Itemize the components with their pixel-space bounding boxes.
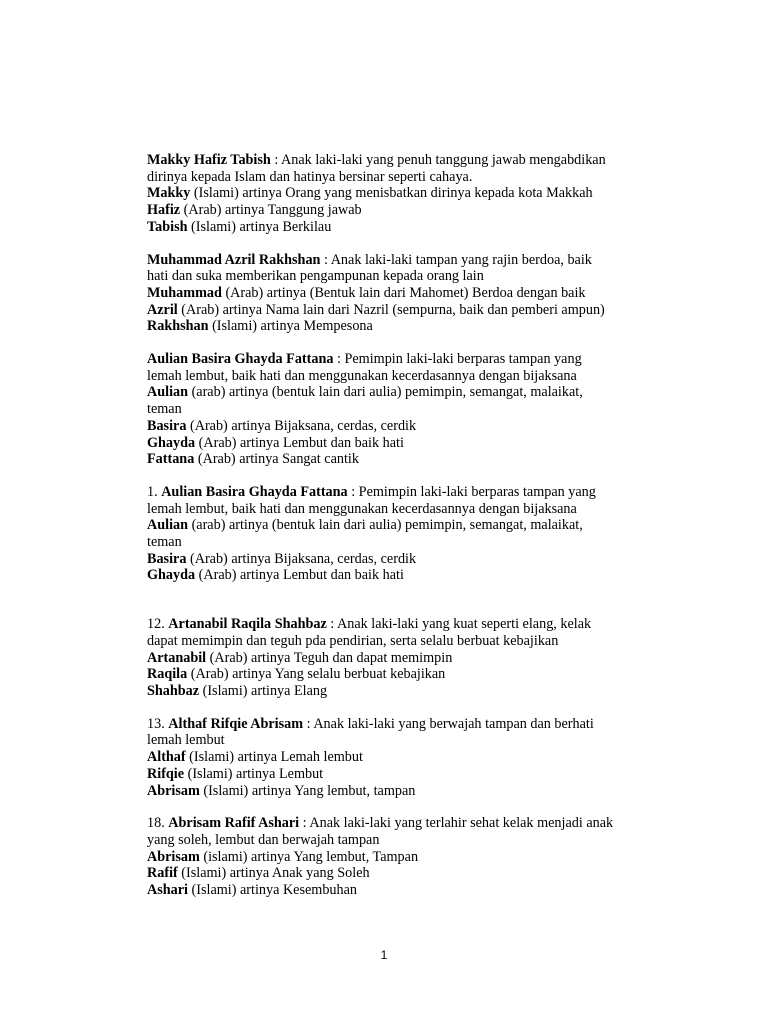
entry-description: : Pemimpin laki-laki berparas tampan yang — [333, 351, 582, 368]
meaning-line — [147, 384, 667, 401]
meaning-text: (Arab) artinya (Bentuk lain dari Mahomet) Berdoa dengan baik — [221, 284, 586, 301]
entry-heading — [147, 252, 667, 269]
meaning-word: Fattana — [147, 451, 195, 468]
meaning-line — [147, 882, 667, 899]
meaning-line-cont: teman — [147, 534, 182, 551]
meaning-text: (Arab) artinya Lembut dan baik hati — [195, 434, 404, 451]
entry-name: Aulian Basira Ghayda Fattana — [161, 483, 348, 500]
meaning-line — [147, 865, 667, 882]
meaning-word: Ashari — [147, 882, 188, 899]
entry-description: : Anak laki-laki yang kuat seperti elang, kelak — [326, 616, 592, 633]
meaning-line — [147, 185, 667, 202]
page-number: 1 — [380, 948, 388, 962]
meaning-text: (Islami) artinya Elang — [199, 682, 328, 699]
name-entry — [147, 351, 667, 468]
entry-name: Aulian Basira Ghayda Fattana — [147, 351, 334, 368]
meaning-word: Abrisam — [147, 782, 200, 799]
meaning-word: Ghayda — [147, 434, 196, 451]
entry-description: : Pemimpin laki-laki berparas tampan yang — [347, 483, 596, 500]
entry-description: : Anak laki-laki yang penuh tanggung jawab mengabdikan — [270, 152, 606, 168]
meaning-text: (Arab) artinya Teguh dan dapat memimpin — [206, 649, 453, 666]
meaning-word: Rakhshan — [147, 318, 209, 335]
meaning-word: Tabish — [147, 218, 188, 235]
meaning-text: (islami) artinya Yang lembut, Tampan — [199, 848, 419, 865]
meaning-text: (Islami) artinya Anak yang Soleh — [177, 865, 370, 882]
entry-number: 12. — [147, 616, 169, 633]
name-entry — [147, 252, 667, 336]
entry-number: 18. — [147, 815, 169, 832]
meaning-word: Abrisam — [147, 848, 200, 865]
meaning-line — [147, 551, 667, 568]
document-body — [147, 152, 667, 899]
entry-heading — [147, 152, 667, 169]
entry-description: : Anak laki-laki tampan yang rajin berdoa, baik — [320, 251, 592, 268]
entry-name: Artanabil Raqila Shahbaz — [168, 616, 327, 633]
meaning-word: Artanabil — [147, 649, 207, 666]
meaning-word: Rafif — [147, 865, 178, 882]
meaning-line — [147, 435, 667, 452]
meaning-text: (Islami) artinya Kesembuhan — [188, 882, 358, 899]
meaning-line — [147, 749, 667, 766]
entry-description-cont: lemah lembut, baik hati dan menggunakan kecerdasannya dengan bijaksana — [147, 500, 577, 517]
name-entry — [147, 616, 667, 700]
entry-description: : Anak laki-laki yang terlahir sehat kelak menjadi anak — [299, 815, 614, 832]
entry-name: Abrisam Rafif Ashari — [168, 815, 300, 832]
meaning-line — [147, 783, 667, 800]
entry-heading — [147, 815, 667, 832]
entry-heading — [147, 351, 667, 368]
entry-name: Althaf Rifqie Abrisam — [168, 715, 304, 732]
meaning-text: (Islami) artinya Orang yang menisbatkan dirinya kepada kota Makkah — [190, 185, 593, 202]
meaning-line — [147, 318, 667, 335]
meaning-word: Makky — [147, 185, 191, 202]
meaning-word: Aulian — [147, 384, 189, 401]
meaning-line — [147, 517, 667, 534]
entry-description-cont: lemah lembut, baik hati dan menggunakan kecerdasannya dengan bijaksana — [147, 367, 577, 384]
meaning-line — [147, 302, 667, 319]
meaning-line — [147, 451, 667, 468]
entry-number: 13. — [147, 715, 169, 732]
meaning-line — [147, 766, 667, 783]
entry-description-cont: dirinya kepada Islam dan hatinya bersinar seperti cahaya. — [147, 168, 473, 185]
entry-description: : Anak laki-laki yang berwajah tampan dan berhati — [303, 715, 594, 732]
meaning-line-cont: teman — [147, 401, 182, 418]
meaning-text: (Islami) artinya Lemah lembut — [185, 749, 363, 766]
name-entry — [147, 815, 667, 899]
meaning-line — [147, 202, 667, 219]
meaning-text: (Arab) artinya Bijaksana, cerdas, cerdik — [186, 550, 417, 567]
meaning-text: (Arab) artinya Bijaksana, cerdas, cerdik — [186, 417, 417, 434]
meaning-word: Muhammad — [147, 284, 222, 301]
meaning-word: Althaf — [147, 749, 186, 766]
entry-heading — [147, 716, 667, 733]
entry-name: Muhammad Azril Rakhshan — [147, 251, 321, 268]
meaning-text: (arab) artinya (bentuk lain dari aulia) pemimpin, semangat, malaikat, — [188, 384, 583, 401]
entry-description-cont: yang soleh, lembut dan berwajah tampan — [147, 831, 380, 848]
name-entry — [147, 484, 667, 584]
name-entry — [147, 716, 667, 800]
meaning-text: (Arab) artinya Tanggung jawab — [180, 202, 362, 219]
meaning-text: (Arab) artinya Nama lain dari Nazril (sempurna, baik dan pemberi ampun) — [177, 301, 605, 318]
meaning-text: (arab) artinya (bentuk lain dari aulia) pemimpin, semangat, malaikat, — [188, 517, 583, 534]
meaning-text: (Arab) artinya Lembut dan baik hati — [195, 567, 404, 584]
meaning-word: Raqila — [147, 666, 188, 683]
entry-description-cont: lemah lembut — [147, 732, 225, 749]
meaning-line — [147, 219, 667, 236]
meaning-word: Ghayda — [147, 567, 196, 584]
meaning-text: (Islami) artinya Berkilau — [187, 218, 332, 235]
name-entry — [147, 152, 667, 236]
entry-description-cont: dapat memimpin dan teguh pda pendirian, serta selalu berbuat kebajikan — [147, 632, 559, 649]
meaning-text: (Islami) artinya Lembut — [184, 765, 324, 782]
meaning-word: Rifqie — [147, 765, 185, 782]
entry-name: Makky Hafiz Tabish — [147, 152, 271, 168]
meaning-word: Aulian — [147, 517, 189, 534]
meaning-text: (Arab) artinya Sangat cantik — [194, 451, 359, 468]
meaning-line — [147, 849, 667, 866]
entry-description-cont: hati dan suka memberikan pengampunan kepada orang lain — [147, 268, 484, 285]
meaning-line — [147, 650, 667, 667]
meaning-line — [147, 666, 667, 683]
meaning-line — [147, 285, 667, 302]
meaning-line — [147, 683, 667, 700]
meaning-word: Hafiz — [147, 202, 181, 219]
meaning-word: Basira — [147, 417, 187, 434]
meaning-text: (Islami) artinya Mempesona — [208, 318, 373, 335]
meaning-word: Basira — [147, 550, 187, 567]
meaning-word: Shahbaz — [147, 682, 200, 699]
meaning-text: (Arab) artinya Yang selalu berbuat kebajikan — [187, 666, 446, 683]
entry-heading — [147, 484, 667, 501]
meaning-line — [147, 567, 667, 584]
meaning-line — [147, 418, 667, 435]
meaning-word: Azril — [147, 301, 178, 318]
entry-number: 1. — [147, 483, 162, 500]
entry-heading — [147, 616, 667, 633]
meaning-text: (Islami) artinya Yang lembut, tampan — [199, 782, 416, 799]
